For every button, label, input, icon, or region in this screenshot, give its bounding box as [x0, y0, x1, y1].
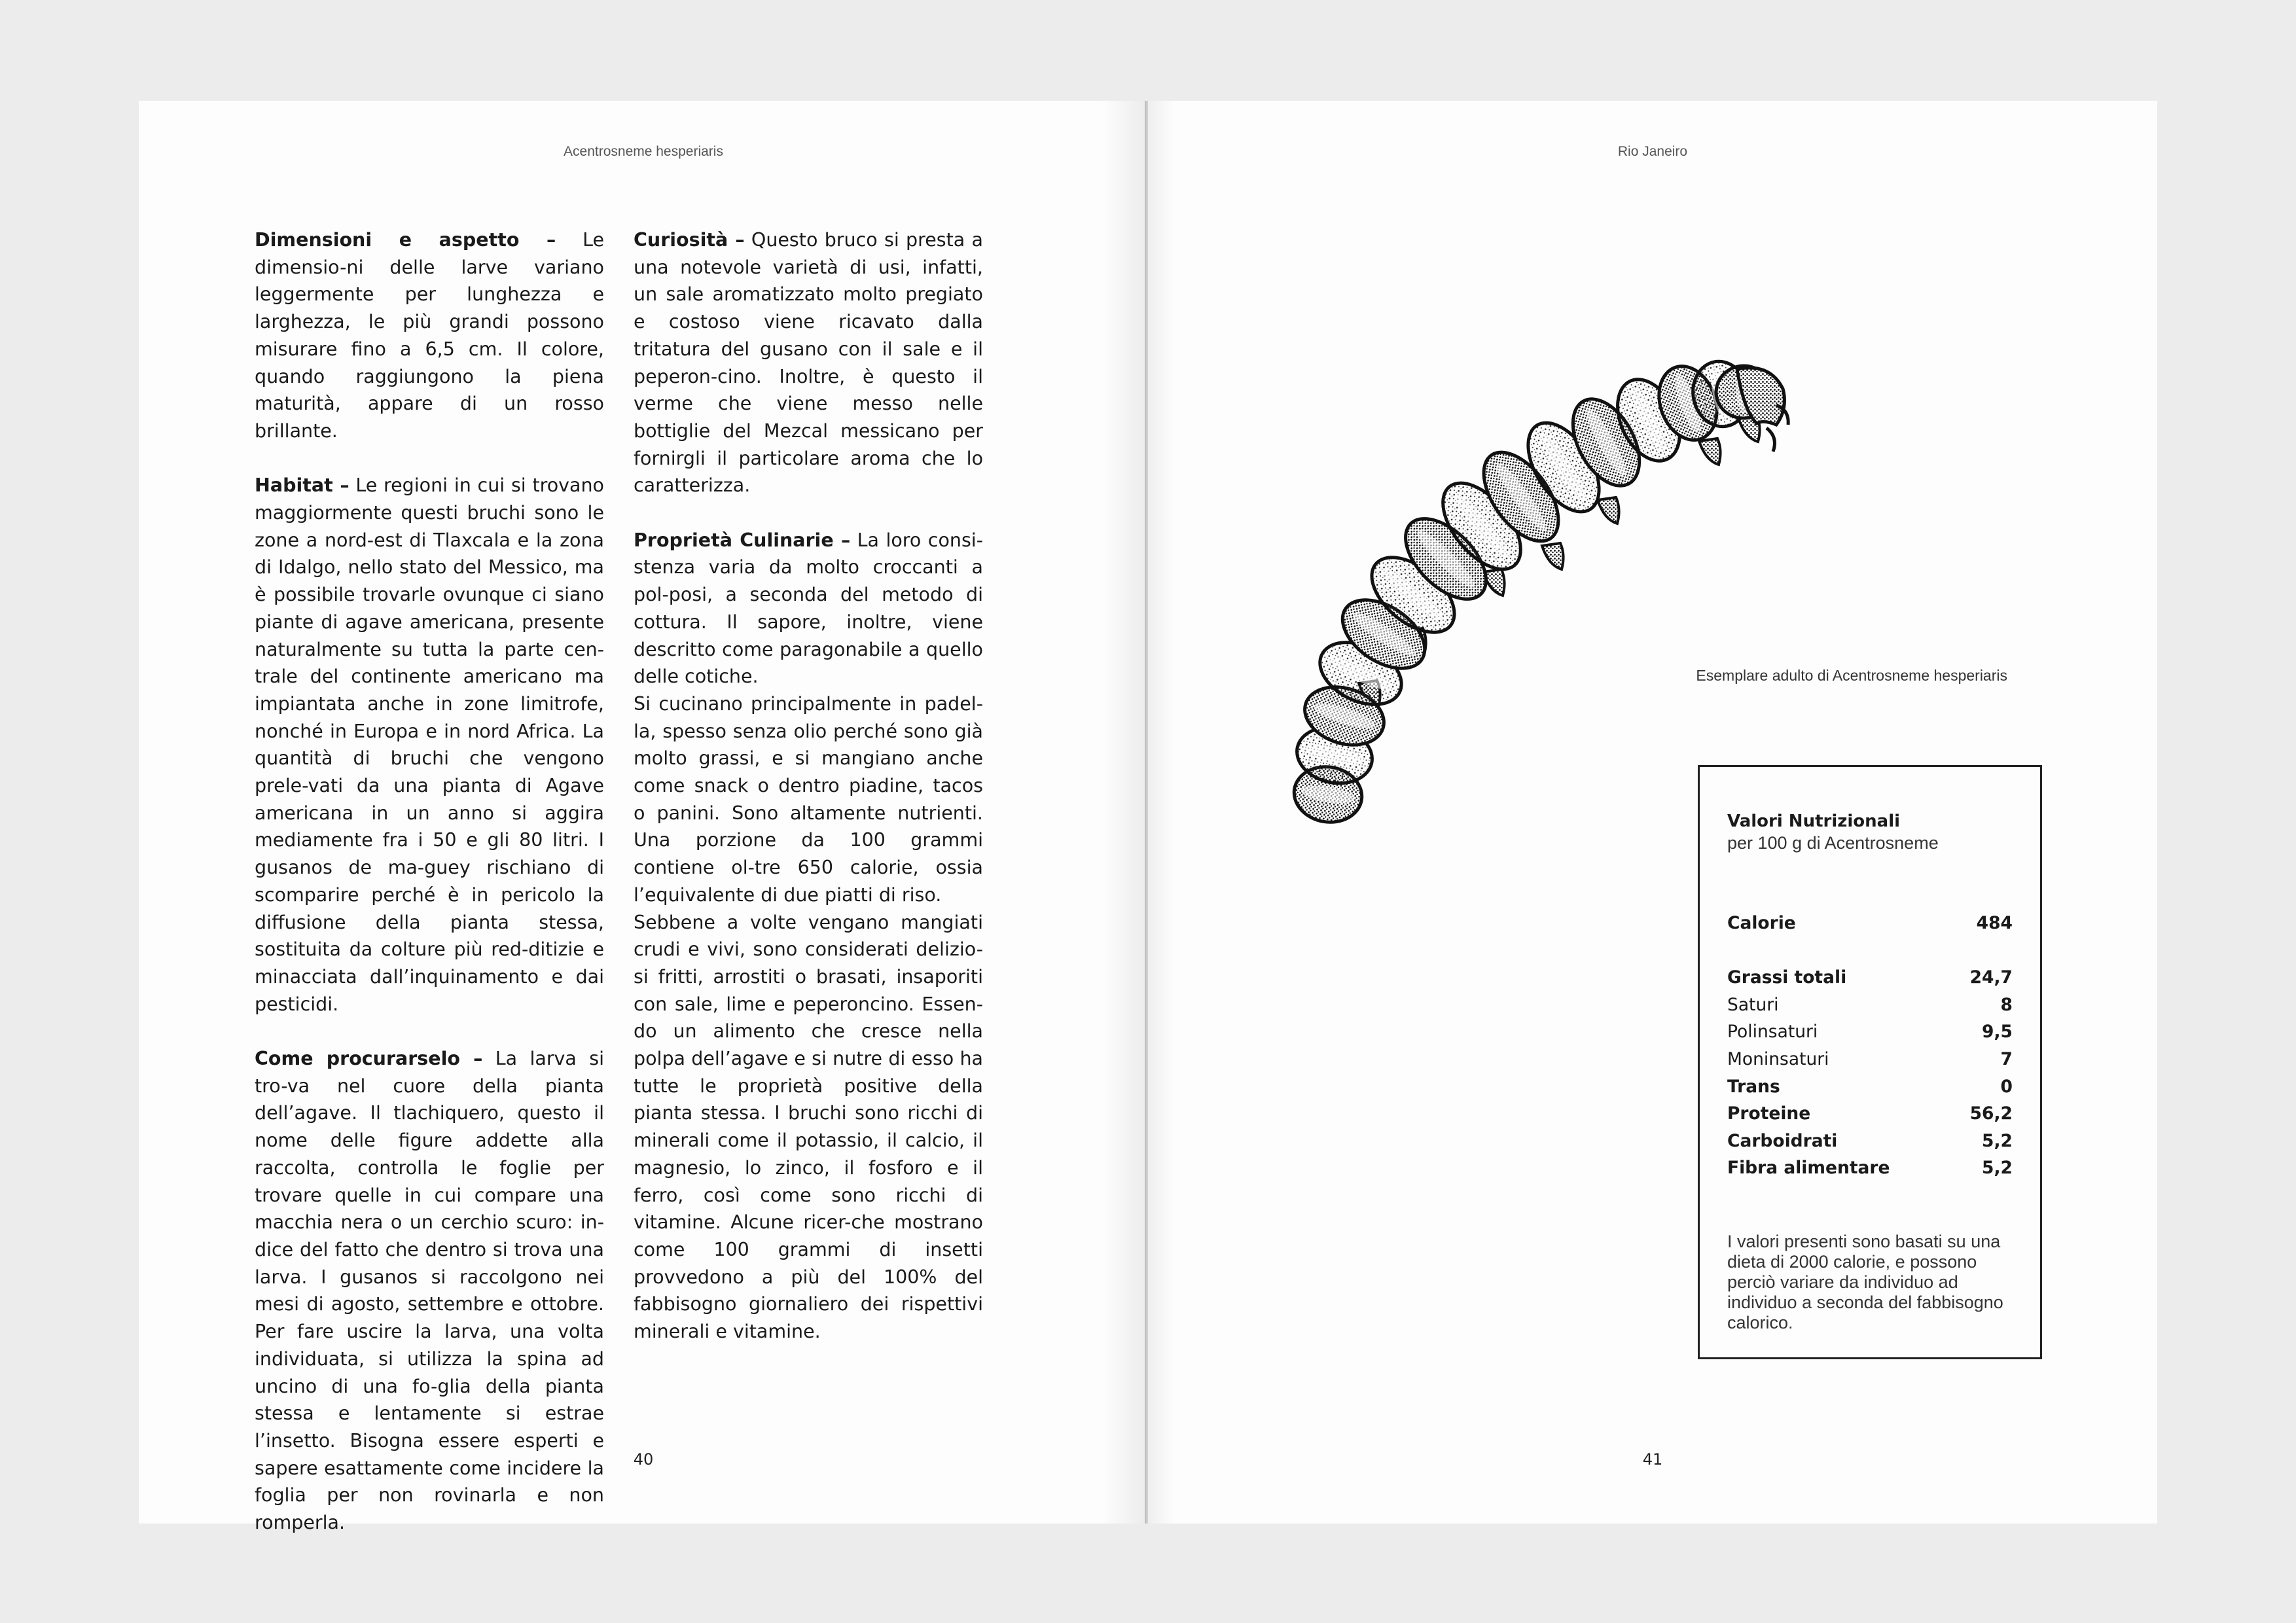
paragraph-heading: Come procurarselo – [255, 1048, 483, 1070]
larva-body [1290, 357, 1788, 827]
text-column-2 [634, 226, 983, 1346]
paragraph-heading: Habitat – [255, 474, 350, 497]
paragraph-heading: Dimensioni e aspetto – [255, 229, 556, 251]
larva-leg [1542, 543, 1564, 569]
larva-leg [1699, 438, 1721, 465]
right-page [1148, 101, 2157, 1524]
paragraph-habitat: Habitat – Le regioni in cui si trovano maggiormente questi bruchi sono le zone a nord-est di Tlaxcala e la zona di Idalgo, nello stato del Messico, ma è possibile trovarle ovunque ci siano piante di agave americana, presente naturalmente su tutta la parte cen-trale del continente americano ma impiantata anche in zone limitrofe, nonché in Europa e in nord Africa. La quantità di bruchi che vengono prele-vati da una pianta di Agave americana in un anno si aggira mediamente fra i 50 e gli 80 litri. I gusanos de ma-guey rischiano di scomparire perché è in pericolo la diffusione della pianta stessa, sostituita da colture più red-ditizie e minacciata dall’inquinamento e dai pesticidi. [255, 474, 604, 1015]
nutrition-row-fibra: Fibra alimentare 5,2 [1727, 1158, 2013, 1179]
nutrition-row-polinsaturi: Polinsaturi 9,5 [1727, 1022, 2013, 1043]
nutrition-row-carboidrati: Carboidrati 5,2 [1727, 1130, 2013, 1151]
nutrition-row-trans: Trans 0 [1727, 1076, 2013, 1097]
nutrition-title: Valori Nutrizionali [1727, 812, 1901, 831]
nutrition-table [1727, 910, 2013, 1182]
nutrition-row-saturi: Saturi 8 [1727, 994, 2013, 1015]
nutrition-row-proteine: Proteine 56,2 [1727, 1103, 2013, 1124]
paragraph-heading: Curiosità – [634, 229, 745, 251]
running-head-left: Acentrosneme hesperiaris [564, 144, 723, 159]
larva-leg [1598, 497, 1619, 524]
paragraph-nutrienti: Sebbene a volte vengano mangiati crudi e vivi, sono considerati delizio-si fritti, arrostiti o brasati, insaporiti con sale, lime e peperoncino. Essen-do un alimento che cresce nella polpa dell’agave e si nutre di esso ha tutte le proprietà positive della pianta stessa. I bruchi sono ricchi di minerali come il potassio, il calcio, il magnesio, lo zinco, il fosforo e il ferro, così come sono ricchi di vitamine. Alcune ricer-che mostrano come 100 grammi di insetti provvedono a più del 100% del fabbisogno giornaliero dei rispettivi minerali e vitamine. [634, 911, 983, 1343]
nutrition-subtitle: per 100 g di Acentrosneme [1727, 833, 1939, 853]
nutrition-row-moninsaturi: Moninsaturi 7 [1727, 1048, 2013, 1069]
left-page [139, 101, 1148, 1534]
nutrition-row-calorie: Calorie 484 [1727, 913, 2013, 933]
nutrition-facts-box [1698, 765, 2042, 1359]
paragraph-proprieta-culinarie: Proprietà Culinarie – La loro consi-stenza varia da molto croccanti a pol-posi, a seconda del metodo di cottura. Il sapore, inoltre, viene descritto come paragonabile a quello delle cotiche. [634, 529, 983, 688]
page-number-left: 40 [633, 1450, 654, 1469]
nutrition-row-grassi-totali: Grassi totali 24,7 [1727, 967, 2013, 988]
text-column-1 [255, 226, 604, 1537]
page-number-right: 41 [1642, 1450, 1663, 1469]
running-head-right: Rio Janeiro [1617, 144, 1688, 159]
paragraph-come-procurarselo: Come procurarselo – La larva si tro-va nel cuore della pianta dell’agave. Il tlachiquero, questo il nome delle figure addette alla raccolta, controlla le foglie per trovare quelle in cui compare una macchia nera o un cerchio scuro: in-dice del fatto che dentro si trova una larva. I gusanos si raccolgono nei mesi di agosto, settembre e ottobre. Per fare uscire la larva, una volta individuata, si utilizza la spina ad uncino di una fo-glia della pianta stessa e lentamente si estrae l’insetto. Bisogna essere esperti e sapere esattamente come incidere la foglia per non rovinarla e non romperla. [255, 1048, 604, 1534]
book-spread [139, 101, 2157, 1534]
paragraph-heading: Proprietà Culinarie – [634, 529, 851, 551]
paragraph-curiosita: Curiosità – Questo bruco si presta a una notevole varietà di usi, infatti, un sale aromatizzato molto pregiato e costoso viene ricavato dalla tritatura del gusano con il sale e il peperon-cino. Inoltre, è questo il verme che viene messo nelle bottiglie del Mezcal messicano per fornirgli il particolare aroma che lo caratterizza. [634, 229, 983, 497]
paragraph-dimensioni: Dimensioni e aspetto – Le dimensio-ni delle larve variano leggermente per lunghezza e larghezza, le più grandi possono misurare fino a 6,5 cm. Il colore, quando raggiungono la piena maturità, appare di un rosso brillante. [255, 229, 604, 442]
paragraph-cottura: Si cucinano principalmente in padel-la, spesso senza olio perché sono già molto grassi, e si mangiano anche come snack o dentro piadine, tacos o panini. Sono altamente nutrienti. Una porzione da 100 grammi contiene ol-tre 650 calorie, ossia l’equivalente di due piatti di riso. [634, 692, 983, 906]
illustration-caption: Esemplare adulto di Acentrosneme hesperiaris [1696, 667, 2007, 684]
nutrition-note: I valori presenti sono basati su una dieta di 2000 calorie, e possono perciò variare da individuo ad individuo a seconda del fabbisogno calorico. [1727, 1231, 2003, 1332]
